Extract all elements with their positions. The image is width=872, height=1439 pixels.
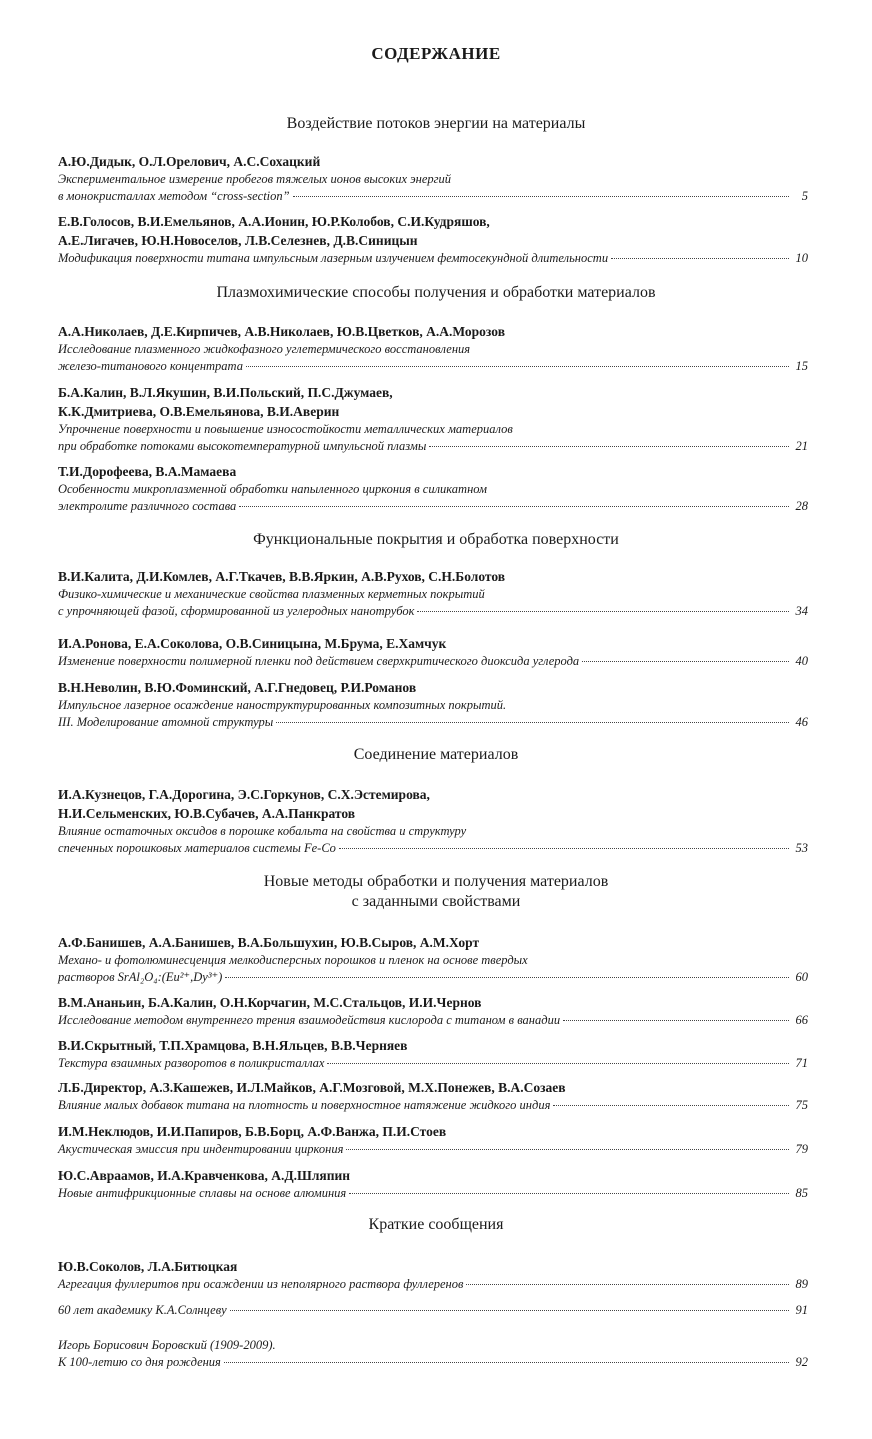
section-heading: с заданными свойствами bbox=[351, 893, 521, 910]
dot-leader bbox=[349, 1193, 789, 1194]
page-number: 79 bbox=[795, 1142, 808, 1156]
toc-entry bbox=[58, 383, 808, 455]
toc-entry bbox=[58, 933, 808, 986]
toc-entry bbox=[58, 1302, 808, 1319]
page-number: 34 bbox=[795, 604, 808, 618]
entry-title-text: Текстура взаимных разворотов в поликристаллах bbox=[58, 1056, 325, 1070]
entry-title-line bbox=[58, 1185, 808, 1202]
entry-title-line bbox=[58, 1276, 808, 1293]
page-number: 10 bbox=[795, 251, 808, 265]
entry-title-text: Новые антифрикционные сплавы на основе алюминия bbox=[58, 1186, 347, 1200]
page-title: СОДЕРЖАНИЕ bbox=[371, 44, 501, 63]
entry-title-text: 60 лет академику К.А.Солнцеву bbox=[58, 1303, 227, 1317]
entry-title-text: Акустическая эмиссия при индентировании циркония bbox=[58, 1142, 344, 1156]
entry-authors: В.М.Ананьин, Б.А.Калин, О.Н.Корчагин, М.С.Стальцов, И.И.Чернов bbox=[58, 995, 482, 1010]
page-number: 53 bbox=[795, 841, 808, 855]
toc-entry bbox=[58, 1036, 808, 1072]
entry-authors: И.А.Кузнецов, Г.А.Дорогина, Э.С.Горкунов, С.Х.Эстемирова, bbox=[58, 787, 430, 802]
page-number: 15 bbox=[795, 359, 808, 373]
toc-entry bbox=[58, 1166, 808, 1202]
page-number: 28 bbox=[795, 499, 808, 513]
entry-title-line: Игорь Борисович Боровский (1909-2009). bbox=[58, 1338, 276, 1352]
toc-entry bbox=[58, 993, 808, 1029]
entry-title-line bbox=[58, 1354, 808, 1371]
entry-title-line bbox=[58, 498, 808, 515]
entry-title-text: Модификация поверхности титана импульсным лазерным излучением фемтосекундной длительности bbox=[58, 251, 609, 265]
page-number: 85 bbox=[795, 1186, 808, 1200]
dot-leader bbox=[224, 1362, 789, 1363]
entry-title-line bbox=[58, 1141, 808, 1158]
toc-entry bbox=[58, 678, 808, 731]
entry-title-text: спеченных порошковых материалов системы Fe-Co bbox=[58, 841, 336, 855]
entry-title-text: К 100-летию со дня рождения bbox=[58, 1355, 221, 1369]
entry-authors: Т.И.Дорофеева, В.А.Мамаева bbox=[58, 464, 237, 479]
entry-authors: К.К.Дмитриева, О.В.Емельянова, В.И.Аверин bbox=[58, 404, 340, 419]
entry-title-text: Влияние малых добавок титана на плотность и поверхностное натяжение жидкого индия bbox=[58, 1098, 551, 1112]
page-number: 5 bbox=[801, 189, 808, 203]
page-number: 21 bbox=[795, 439, 808, 453]
dot-leader bbox=[417, 611, 789, 612]
entry-authors: Б.А.Калин, В.Л.Якушин, В.И.Польский, П.С.Джумаев, bbox=[58, 385, 393, 400]
entry-title-text: растворов SrAl₂O₄:(Eu²⁺,Dy³⁺) bbox=[58, 970, 223, 984]
toc-entry bbox=[58, 152, 808, 205]
toc-entry bbox=[58, 462, 808, 515]
entry-title-line: Механо- и фотолюминесценция мелкодисперсных порошков и пленок на основе твердых bbox=[58, 953, 528, 967]
dot-leader bbox=[225, 977, 789, 978]
entry-title-text: Агрегация фуллеритов при осаждении из неполярного раствора фуллеренов bbox=[58, 1277, 464, 1291]
dot-leader bbox=[327, 1063, 789, 1064]
dot-leader bbox=[346, 1149, 789, 1150]
section-heading: Плазмохимические способы получения и обработки материалов bbox=[216, 284, 656, 301]
entry-authors: И.М.Неклюдов, И.И.Папиров, Б.В.Борц, А.Ф.Ванжа, П.И.Стоев bbox=[58, 1124, 447, 1139]
entry-title-line bbox=[58, 1012, 808, 1029]
dot-leader bbox=[230, 1310, 789, 1311]
dot-leader bbox=[611, 258, 789, 259]
entry-authors: Е.В.Голосов, В.И.Емельянов, А.А.Ионин, Ю.Р.Колобов, С.И.Кудряшов, bbox=[58, 214, 490, 229]
entry-authors: А.Ф.Банишев, А.А.Банишев, В.А.Большухин, Ю.В.Сыров, А.М.Хорт bbox=[58, 935, 480, 950]
dot-leader bbox=[429, 446, 789, 447]
section-heading: Функциональные покрытия и обработка поверхности bbox=[253, 531, 619, 548]
entry-authors: А.Ю.Дидык, О.Л.Орелович, А.С.Сохацкий bbox=[58, 154, 321, 169]
section-heading: Воздействие потоков энергии на материалы bbox=[286, 115, 586, 132]
entry-title-line bbox=[58, 653, 808, 670]
entry-authors: И.А.Ронова, Е.А.Соколова, О.В.Синицына, М.Брума, Е.Хамчук bbox=[58, 636, 447, 651]
toc-entry bbox=[58, 785, 808, 857]
entry-title-line bbox=[58, 188, 808, 205]
toc-entry bbox=[58, 567, 808, 620]
toc-entry bbox=[58, 1257, 808, 1293]
dot-leader bbox=[276, 722, 789, 723]
page-number: 91 bbox=[795, 1303, 808, 1317]
entry-title-line bbox=[58, 714, 808, 731]
dot-leader bbox=[339, 848, 789, 849]
entry-title-text: железо-титанового концентрата bbox=[58, 359, 243, 373]
page-number: 89 bbox=[795, 1277, 808, 1291]
page-number: 92 bbox=[795, 1355, 808, 1369]
toc-entry bbox=[58, 1078, 808, 1114]
entry-authors: В.И.Калита, Д.И.Комлев, А.Г.Ткачев, В.В.Яркин, А.В.Рухов, С.Н.Болотов bbox=[58, 569, 506, 584]
entry-title-line bbox=[58, 438, 808, 455]
entry-title-line: Влияние остаточных оксидов в порошке кобальта на свойства и структуру bbox=[58, 824, 467, 838]
entry-title-line bbox=[58, 250, 808, 267]
toc-entry bbox=[58, 1122, 808, 1158]
dot-leader bbox=[553, 1105, 789, 1106]
dot-leader bbox=[466, 1284, 789, 1285]
entry-title-line: Импульсное лазерное осаждение наноструктурированных композитных покрытий. bbox=[58, 698, 507, 712]
dot-leader bbox=[563, 1020, 789, 1021]
entry-title-text: электролите различного состава bbox=[58, 499, 237, 513]
toc-entry bbox=[58, 212, 808, 267]
entry-title-line: Физико-химические и механические свойства плазменных керметных покрытий bbox=[58, 587, 485, 601]
entry-title-line bbox=[58, 603, 808, 620]
entry-title-line: Экспериментальное измерение пробегов тяжелых ионов высоких энергий bbox=[58, 172, 451, 186]
section-heading: Новые методы обработки и получения материалов bbox=[263, 873, 609, 890]
entry-title-text: Изменение поверхности полимерной пленки под действием сверхкритического диоксида углерода bbox=[58, 654, 580, 668]
entry-authors: Н.И.Сельменских, Ю.В.Субачев, А.А.Панкратов bbox=[58, 806, 356, 821]
page-number: 46 bbox=[795, 715, 808, 729]
entry-title-line bbox=[58, 840, 808, 857]
toc-entry bbox=[58, 322, 808, 375]
entry-title-line bbox=[58, 1302, 808, 1319]
entry-authors: Ю.В.Соколов, Л.А.Битюцкая bbox=[58, 1259, 238, 1274]
section-heading: Соединение материалов bbox=[353, 746, 519, 763]
entry-title-text: при обработке потоками высокотемпературной импульсной плазмы bbox=[58, 439, 427, 453]
entry-authors: А.Е.Лигачев, Ю.Н.Новоселов, Л.В.Селезнев, Д.В.Синицын bbox=[58, 233, 418, 248]
page-number: 40 bbox=[795, 654, 808, 668]
entry-title-line bbox=[58, 1055, 808, 1072]
dot-leader bbox=[293, 196, 789, 197]
entry-title-line: Исследование плазменного жидкофазного углетермического восстановления bbox=[58, 342, 471, 356]
page-number: 75 bbox=[795, 1098, 808, 1112]
entry-authors: В.И.Скрытный, Т.П.Храмцова, В.Н.Яльцев, В.В.Черняев bbox=[58, 1038, 408, 1053]
entry-authors: Л.Б.Директор, А.З.Кашежев, И.Л.Майков, А.Г.Мозговой, М.Х.Понежев, В.А.Созаев bbox=[58, 1080, 566, 1095]
entry-title-line bbox=[58, 358, 808, 375]
dot-leader bbox=[246, 366, 789, 367]
entry-title-line: Особенности микроплазменной обработки напыленного циркония в силикатном bbox=[58, 482, 488, 496]
page-number: 71 bbox=[795, 1056, 808, 1070]
toc-entry bbox=[58, 1337, 808, 1371]
dot-leader bbox=[239, 506, 789, 507]
toc-entry bbox=[58, 634, 808, 670]
page-number: 60 bbox=[795, 970, 808, 984]
entry-title-text: Исследование методом внутреннего трения взаимодействия кислорода с титаном в ванадии bbox=[58, 1013, 561, 1027]
entry-authors: Ю.С.Авраамов, И.А.Кравченкова, А.Д.Шляпин bbox=[58, 1168, 351, 1183]
entry-authors: В.Н.Неволин, В.Ю.Фоминский, А.Г.Гнедовец, Р.И.Романов bbox=[58, 680, 417, 695]
entry-title-text: III. Моделирование атомной структуры bbox=[58, 715, 274, 729]
dot-leader bbox=[582, 661, 789, 662]
entry-title-line bbox=[58, 969, 808, 986]
entry-title-line bbox=[58, 1097, 808, 1114]
entry-title-line: Упрочнение поверхности и повышение износостойкости металлических материалов bbox=[58, 422, 513, 436]
page-number: 66 bbox=[795, 1013, 808, 1027]
section-heading: Краткие сообщения bbox=[368, 1216, 504, 1233]
entry-title-text: с упрочняющей фазой, сформированной из углеродных нанотрубок bbox=[58, 604, 415, 618]
entry-title-text: в монокристаллах методом “cross-section” bbox=[58, 189, 290, 203]
entry-authors: А.А.Николаев, Д.Е.Кирпичев, А.В.Николаев, Ю.В.Цветков, А.А.Морозов bbox=[58, 324, 505, 339]
